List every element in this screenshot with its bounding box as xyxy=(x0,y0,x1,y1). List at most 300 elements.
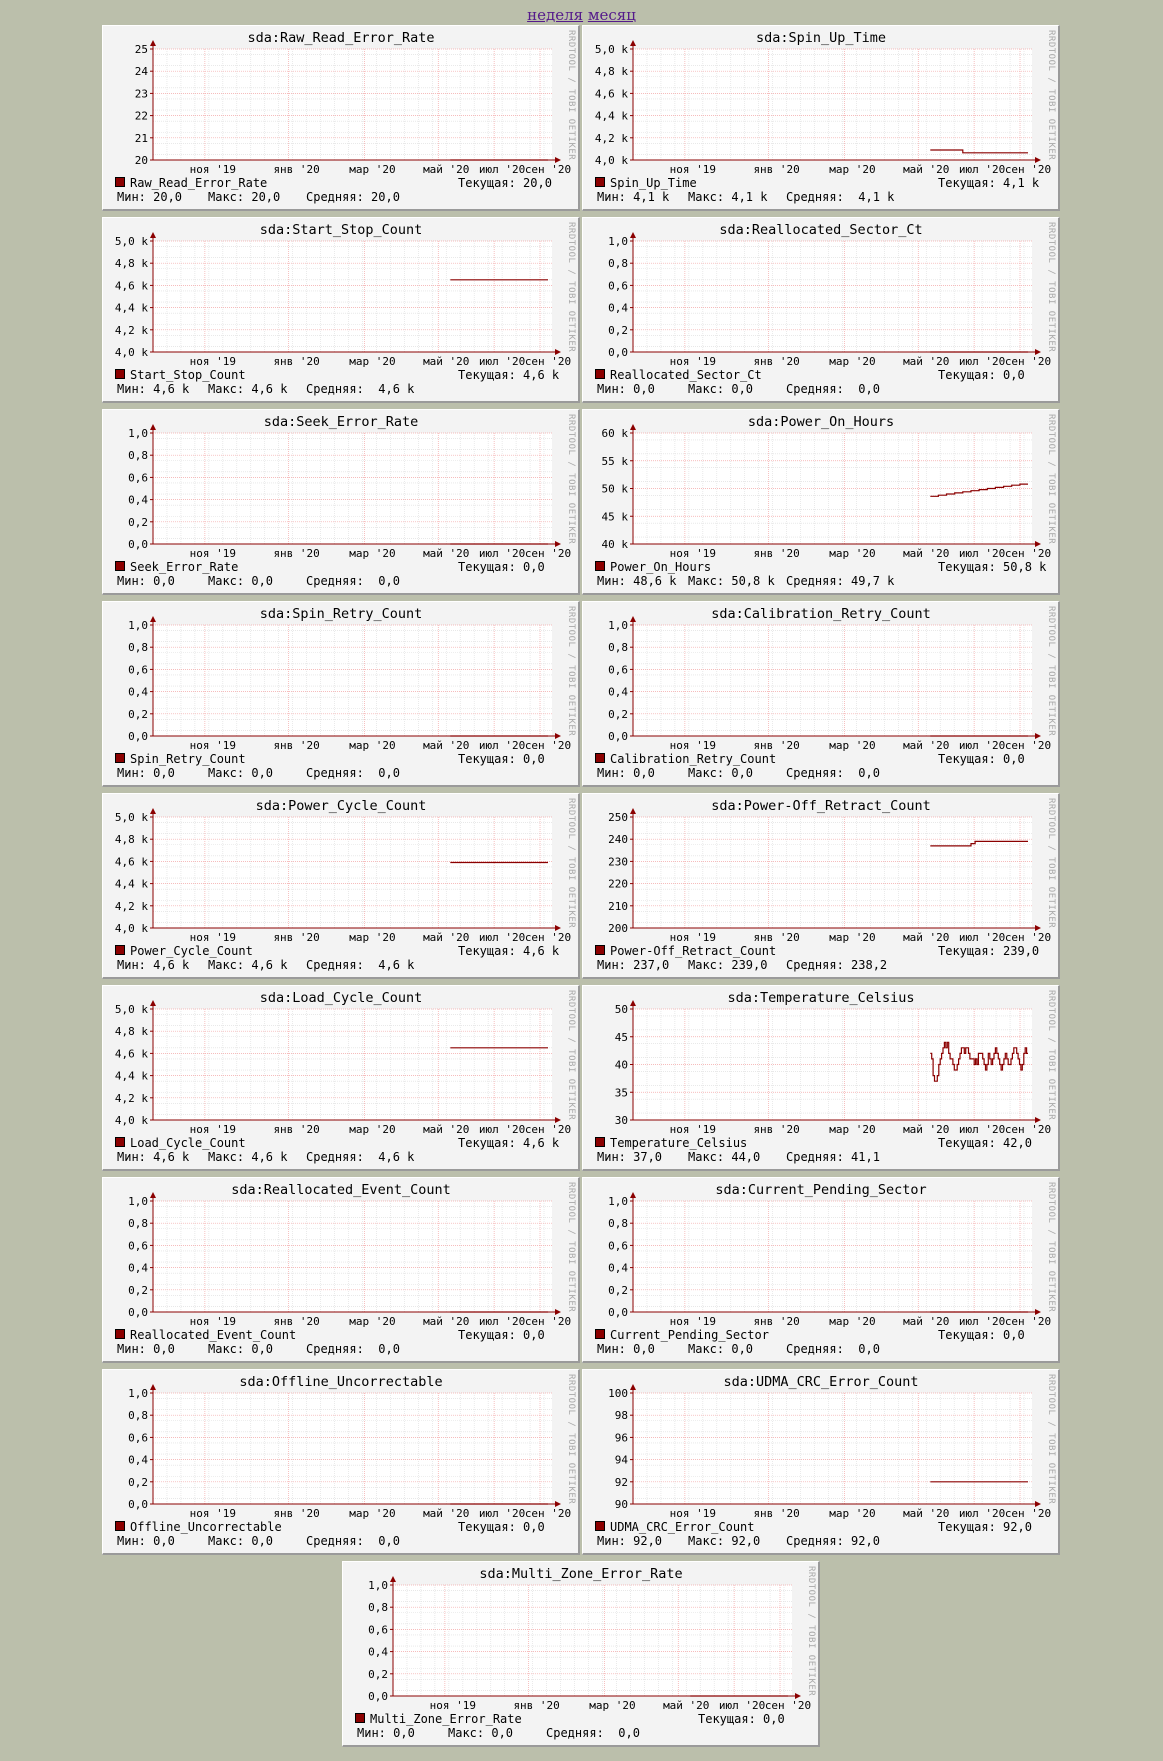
x-tick-label: ноя '19 xyxy=(429,1699,477,1712)
plot-area xyxy=(153,1201,552,1312)
chart-title: sda:Spin_Retry_Count xyxy=(259,606,423,622)
y-tick-label: 0,6 xyxy=(608,1239,628,1253)
y-tick-label: 0,8 xyxy=(128,1217,148,1231)
legend-series-name: Power_On_Hours xyxy=(610,560,712,574)
legend-swatch xyxy=(115,1137,125,1147)
x-tick-label: мар '20 xyxy=(829,355,876,368)
legend-min: Мин: 4,6 k xyxy=(117,958,190,972)
legend-current: Текущая: 42,0 xyxy=(938,1136,1032,1150)
chart-title: sda:Start_Stop_Count xyxy=(259,222,423,238)
legend-avg: Средняя: 0,0 xyxy=(306,1342,400,1356)
y-tick-label: 100 xyxy=(608,1387,628,1400)
legend-entry xyxy=(115,1328,296,1342)
legend-min: Мин: 20,0 xyxy=(117,190,183,204)
x-tick-label: мар '20 xyxy=(349,355,396,368)
legend-series-name: Calibration_Retry_Count xyxy=(610,752,777,766)
legend-min: Мин: 0,0 xyxy=(597,766,655,780)
chart-panel[interactable] xyxy=(342,1561,820,1747)
y-tick-label: 0,4 xyxy=(368,1645,388,1659)
y-tick-label: 45 xyxy=(614,1030,628,1044)
x-tick-label: сен '20 xyxy=(1004,1123,1052,1136)
x-tick-label: мар '20 xyxy=(829,739,876,752)
x-tick-label: ноя '19 xyxy=(189,547,237,560)
y-tick-label: 0,4 xyxy=(128,1453,148,1467)
x-tick-label: ноя '19 xyxy=(669,547,717,560)
x-tick-label: янв '20 xyxy=(273,163,320,176)
chart-title: sda:Calibration_Retry_Count xyxy=(711,606,931,622)
x-tick-label: сен '20 xyxy=(524,1123,572,1136)
legend-swatch xyxy=(115,1521,125,1531)
legend-avg: Средняя: 0,0 xyxy=(786,1342,880,1356)
x-tick-label: янв '20 xyxy=(753,355,800,368)
x-tick-label: июл '20 xyxy=(958,1507,1006,1520)
y-tick-label: 4,6 k xyxy=(594,87,628,101)
legend-min: Мин: 237,0 xyxy=(597,958,670,972)
x-tick-label: мар '20 xyxy=(349,1315,396,1328)
y-tick-label: 0,0 xyxy=(128,1498,148,1511)
y-tick-label: 0,6 xyxy=(128,663,148,677)
legend-swatch xyxy=(355,1713,365,1723)
x-tick-label: июл '20 xyxy=(478,1315,526,1328)
plot-area xyxy=(633,625,1032,736)
legend-current: Текущая: 4,6 k xyxy=(458,944,560,958)
legend-current: Текущая: 0,0 xyxy=(698,1712,785,1726)
y-tick-label: 1,0 xyxy=(608,235,628,248)
legend-max: Макс: 0,0 xyxy=(448,1726,514,1740)
rrdtool-watermark: RRDTOOL / TOBI OETIKER xyxy=(1046,606,1056,737)
chart-panel[interactable] xyxy=(102,217,580,403)
x-tick-label: янв '20 xyxy=(273,547,320,560)
y-tick-label: 220 xyxy=(608,877,628,891)
y-tick-label: 240 xyxy=(608,833,628,847)
y-tick-label: 0,2 xyxy=(368,1667,388,1681)
x-tick-label: сен '20 xyxy=(1004,739,1052,752)
y-tick-label: 40 k xyxy=(601,538,628,551)
legend-max: Макс: 0,0 xyxy=(208,766,274,780)
x-tick-label: май '20 xyxy=(423,739,470,752)
legend-current: Текущая: 0,0 xyxy=(938,368,1025,382)
legend-entry xyxy=(115,368,246,382)
plot-area xyxy=(633,241,1032,352)
legend-avg: Средняя: 41,1 xyxy=(786,1150,880,1164)
x-tick-label: янв '20 xyxy=(753,931,800,944)
y-tick-label: 0,4 xyxy=(608,1261,628,1275)
x-tick-label: июл '20 xyxy=(478,163,526,176)
x-tick-label: май '20 xyxy=(423,1315,470,1328)
legend-min: Мин: 0,0 xyxy=(117,1342,175,1356)
y-tick-label: 4,4 k xyxy=(114,1069,148,1083)
rrdtool-watermark: RRDTOOL / TOBI OETIKER xyxy=(806,1566,816,1697)
legend-avg: Средняя: 0,0 xyxy=(786,382,880,396)
rrdtool-watermark: RRDTOOL / TOBI OETIKER xyxy=(566,1374,576,1505)
legend-entry xyxy=(115,752,246,766)
y-tick-label: 200 xyxy=(608,922,628,935)
x-tick-label: ноя '19 xyxy=(669,1315,717,1328)
legend-min: Мин: 0,0 xyxy=(357,1726,415,1740)
y-tick-label: 0,4 xyxy=(128,685,148,699)
rrdtool-watermark: RRDTOOL / TOBI OETIKER xyxy=(566,798,576,929)
x-tick-label: янв '20 xyxy=(273,1315,320,1328)
y-tick-label: 0,2 xyxy=(128,515,148,529)
x-tick-label: май '20 xyxy=(663,1699,710,1712)
legend-series-name: Power-Off_Retract_Count xyxy=(610,944,777,958)
legend-min: Мин: 0,0 xyxy=(597,382,655,396)
legend-min: Мин: 0,0 xyxy=(117,574,175,588)
legend-min: Мин: 0,0 xyxy=(117,1534,175,1548)
legend-entry xyxy=(595,368,762,382)
x-tick-label: сен '20 xyxy=(1004,931,1052,944)
plot-area xyxy=(633,817,1032,928)
x-tick-label: ноя '19 xyxy=(189,931,237,944)
x-tick-label: июл '20 xyxy=(478,355,526,368)
x-tick-label: июл '20 xyxy=(478,739,526,752)
x-tick-label: ноя '19 xyxy=(189,355,237,368)
x-tick-label: ноя '19 xyxy=(189,1315,237,1328)
chart-panel[interactable] xyxy=(102,1177,580,1363)
legend-entry xyxy=(115,1520,282,1534)
legend-swatch xyxy=(115,561,125,571)
legend-avg: Средняя: 49,7 k xyxy=(786,574,895,588)
rrdtool-watermark: RRDTOOL / TOBI OETIKER xyxy=(1046,990,1056,1121)
legend-avg: Средняя: 20,0 xyxy=(306,190,400,204)
x-tick-label: мар '20 xyxy=(349,163,396,176)
rrdtool-watermark: RRDTOOL / TOBI OETIKER xyxy=(1046,414,1056,545)
x-tick-label: янв '20 xyxy=(273,1507,320,1520)
y-tick-label: 0,0 xyxy=(368,1690,388,1703)
legend-max: Макс: 0,0 xyxy=(688,766,754,780)
y-tick-label: 4,6 k xyxy=(114,855,148,869)
rrdtool-watermark: RRDTOOL / TOBI OETIKER xyxy=(566,606,576,737)
x-tick-label: июл '20 xyxy=(958,355,1006,368)
x-tick-label: янв '20 xyxy=(753,547,800,560)
chart-panel[interactable] xyxy=(102,409,580,595)
chart-title: sda:Temperature_Celsius xyxy=(727,990,915,1006)
legend-series-name: UDMA_CRC_Error_Count xyxy=(610,1520,755,1534)
y-tick-label: 60 k xyxy=(601,427,628,440)
y-tick-label: 0,2 xyxy=(608,323,628,337)
y-tick-label: 4,8 k xyxy=(114,257,148,271)
chart-title: sda:Power-Off_Retract_Count xyxy=(711,798,931,814)
plot-area xyxy=(633,1393,1032,1504)
plot-area xyxy=(153,49,552,160)
x-tick-label: янв '20 xyxy=(753,163,800,176)
legend-max: Макс: 4,6 k xyxy=(208,958,288,972)
chart-panel[interactable] xyxy=(582,985,1060,1171)
y-tick-label: 0,6 xyxy=(368,1623,388,1637)
chart-title: sda:Offline_Uncorrectable xyxy=(239,1374,443,1390)
legend-avg: Средняя: 92,0 xyxy=(786,1534,880,1548)
x-tick-label: май '20 xyxy=(903,163,950,176)
legend-series-name: Power_Cycle_Count xyxy=(130,944,253,958)
legend-entry xyxy=(115,176,267,190)
legend-current: Текущая: 92,0 xyxy=(938,1520,1032,1534)
y-tick-label: 1,0 xyxy=(128,427,148,440)
y-tick-label: 4,4 k xyxy=(114,301,148,315)
week-link[interactable]: неделя xyxy=(527,6,584,24)
chart-panel[interactable] xyxy=(102,793,580,979)
x-tick-label: май '20 xyxy=(423,1507,470,1520)
x-tick-label: сен '20 xyxy=(764,1699,812,1712)
x-tick-label: май '20 xyxy=(903,931,950,944)
chart-title: sda:Reallocated_Event_Count xyxy=(231,1182,451,1198)
y-tick-label: 4,8 k xyxy=(114,833,148,847)
legend-current: Текущая: 50,8 k xyxy=(938,560,1047,574)
x-tick-label: май '20 xyxy=(423,163,470,176)
x-tick-label: июл '20 xyxy=(478,931,526,944)
y-tick-label: 4,4 k xyxy=(594,109,628,123)
legend-avg: Средняя: 0,0 xyxy=(786,766,880,780)
legend-min: Мин: 0,0 xyxy=(597,1342,655,1356)
chart-panel[interactable] xyxy=(582,217,1060,403)
rrdtool-watermark: RRDTOOL / TOBI OETIKER xyxy=(566,222,576,353)
y-tick-label: 4,2 k xyxy=(114,1091,148,1105)
x-tick-label: ноя '19 xyxy=(669,355,717,368)
x-tick-label: сен '20 xyxy=(524,1315,572,1328)
x-tick-label: янв '20 xyxy=(753,1315,800,1328)
legend-swatch xyxy=(115,177,125,187)
chart-panel[interactable] xyxy=(582,1369,1060,1555)
legend-swatch xyxy=(595,177,605,187)
legend-max: Макс: 0,0 xyxy=(688,382,754,396)
plot-area xyxy=(153,817,552,928)
x-tick-label: янв '20 xyxy=(273,1123,320,1136)
y-tick-label: 0,6 xyxy=(128,1431,148,1445)
y-tick-label: 0,4 xyxy=(608,301,628,315)
x-tick-label: май '20 xyxy=(903,355,950,368)
y-tick-label: 25 xyxy=(134,43,148,56)
y-tick-label: 98 xyxy=(614,1409,628,1423)
legend-current: Текущая: 0,0 xyxy=(458,1520,545,1534)
legend-series-name: Load_Cycle_Count xyxy=(130,1136,246,1150)
legend-current: Текущая: 4,1 k xyxy=(938,176,1040,190)
y-tick-label: 0,6 xyxy=(608,279,628,293)
y-tick-label: 0,8 xyxy=(608,257,628,271)
x-tick-label: сен '20 xyxy=(524,1507,572,1520)
x-tick-label: июл '20 xyxy=(478,1507,526,1520)
y-tick-label: 50 xyxy=(614,1003,628,1016)
legend-min: Мин: 37,0 xyxy=(597,1150,663,1164)
y-tick-label: 0,8 xyxy=(128,1409,148,1423)
x-tick-label: сен '20 xyxy=(1004,547,1052,560)
legend-current: Текущая: 239,0 xyxy=(938,944,1040,958)
legend-current: Текущая: 0,0 xyxy=(458,1328,545,1342)
chart-panel[interactable] xyxy=(582,25,1060,211)
legend-series-name: Offline_Uncorrectable xyxy=(130,1520,282,1534)
chart-panel[interactable] xyxy=(102,985,580,1171)
legend-swatch xyxy=(115,369,125,379)
x-tick-label: сен '20 xyxy=(1004,1315,1052,1328)
y-tick-label: 4,0 k xyxy=(114,1114,148,1127)
chart-panel[interactable] xyxy=(582,793,1060,979)
x-tick-label: ноя '19 xyxy=(189,1507,237,1520)
x-tick-label: май '20 xyxy=(903,547,950,560)
y-tick-label: 1,0 xyxy=(368,1579,388,1592)
y-tick-label: 92 xyxy=(614,1475,628,1489)
chart-title: sda:Seek_Error_Rate xyxy=(263,414,419,430)
y-tick-label: 4,8 k xyxy=(114,1025,148,1039)
rrdtool-watermark: RRDTOOL / TOBI OETIKER xyxy=(566,414,576,545)
x-tick-label: май '20 xyxy=(903,1123,950,1136)
y-tick-label: 0,0 xyxy=(608,730,628,743)
legend-series-name: Spin_Up_Time xyxy=(610,176,697,190)
x-tick-label: май '20 xyxy=(903,739,950,752)
x-tick-label: июл '20 xyxy=(478,547,526,560)
legend-avg: Средняя: 0,0 xyxy=(546,1726,640,1740)
legend-swatch xyxy=(115,945,125,955)
y-tick-label: 0,8 xyxy=(128,449,148,463)
y-tick-label: 45 k xyxy=(601,510,628,524)
x-tick-label: мар '20 xyxy=(349,1123,396,1136)
x-tick-label: янв '20 xyxy=(753,739,800,752)
legend-swatch xyxy=(115,1329,125,1339)
legend-series-name: Temperature_Celsius xyxy=(610,1136,748,1150)
rrdtool-watermark: RRDTOOL / TOBI OETIKER xyxy=(566,1182,576,1313)
legend-entry xyxy=(595,176,697,190)
legend-max: Макс: 4,6 k xyxy=(208,382,288,396)
legend-swatch xyxy=(595,561,605,571)
legend-entry xyxy=(355,1712,522,1726)
y-tick-label: 0,0 xyxy=(608,346,628,359)
y-tick-label: 5,0 k xyxy=(594,43,628,56)
x-tick-label: мар '20 xyxy=(829,163,876,176)
plot-area xyxy=(633,49,1032,160)
x-tick-label: мар '20 xyxy=(589,1699,636,1712)
x-tick-label: май '20 xyxy=(423,1123,470,1136)
x-tick-label: ноя '19 xyxy=(669,1507,717,1520)
legend-swatch xyxy=(595,1329,605,1339)
x-tick-label: ноя '19 xyxy=(669,931,717,944)
legend-avg: Средняя: 4,6 k xyxy=(306,382,415,396)
y-tick-label: 4,6 k xyxy=(114,1047,148,1061)
y-tick-label: 5,0 k xyxy=(114,811,148,824)
plot-area xyxy=(153,1009,552,1120)
plot-area xyxy=(153,433,552,544)
legend-max: Макс: 20,0 xyxy=(208,190,281,204)
y-tick-label: 1,0 xyxy=(128,1195,148,1208)
legend-min: Мин: 4,6 k xyxy=(117,1150,190,1164)
x-tick-label: ноя '19 xyxy=(669,1123,717,1136)
x-tick-label: ноя '19 xyxy=(189,1123,237,1136)
x-tick-label: июл '20 xyxy=(718,1699,766,1712)
y-tick-label: 55 k xyxy=(601,454,628,468)
y-tick-label: 0,6 xyxy=(608,663,628,677)
y-tick-label: 250 xyxy=(608,811,628,824)
y-tick-label: 20 xyxy=(134,154,148,167)
x-tick-label: мар '20 xyxy=(829,1123,876,1136)
month-link[interactable]: месяц xyxy=(587,6,636,24)
legend-max: Макс: 4,1 k xyxy=(688,190,768,204)
y-tick-label: 4,8 k xyxy=(594,65,628,79)
chart-panel[interactable] xyxy=(102,25,580,211)
legend-max: Макс: 92,0 xyxy=(688,1534,761,1548)
plot-area xyxy=(633,1201,1032,1312)
x-tick-label: май '20 xyxy=(423,547,470,560)
legend-avg: Средняя: 4,6 k xyxy=(306,958,415,972)
rrdtool-watermark: RRDTOOL / TOBI OETIKER xyxy=(566,30,576,161)
y-tick-label: 4,2 k xyxy=(114,323,148,337)
x-tick-label: мар '20 xyxy=(349,739,396,752)
legend-series-name: Spin_Retry_Count xyxy=(130,752,246,766)
y-tick-label: 4,2 k xyxy=(114,899,148,913)
legend-series-name: Reallocated_Event_Count xyxy=(130,1328,297,1342)
x-tick-label: мар '20 xyxy=(349,1507,396,1520)
chart-panel[interactable] xyxy=(582,1177,1060,1363)
x-tick-label: ноя '19 xyxy=(669,163,717,176)
legend-swatch xyxy=(595,945,605,955)
chart-panel[interactable] xyxy=(582,601,1060,787)
x-tick-label: июл '20 xyxy=(958,547,1006,560)
y-tick-label: 0,6 xyxy=(128,471,148,485)
legend-avg: Средняя: 0,0 xyxy=(306,1534,400,1548)
legend-min: Мин: 4,1 k xyxy=(597,190,670,204)
chart-panel[interactable] xyxy=(102,1369,580,1555)
legend-current: Текущая: 4,6 k xyxy=(458,1136,560,1150)
legend-series-name: Current_Pending_Sector xyxy=(610,1328,769,1342)
legend-max: Макс: 0,0 xyxy=(208,574,274,588)
y-tick-label: 24 xyxy=(134,65,148,79)
x-tick-label: июл '20 xyxy=(958,163,1006,176)
chart-title: sda:Multi_Zone_Error_Rate xyxy=(479,1566,683,1582)
y-tick-label: 0,0 xyxy=(128,538,148,551)
x-tick-label: июл '20 xyxy=(958,1123,1006,1136)
legend-entry xyxy=(595,1520,755,1534)
y-tick-label: 0,2 xyxy=(608,1283,628,1297)
legend-min: Мин: 4,6 k xyxy=(117,382,190,396)
plot-area xyxy=(633,1009,1032,1120)
legend-min: Мин: 48,6 k xyxy=(597,574,677,588)
legend-series-name: Start_Stop_Count xyxy=(130,368,246,382)
rrdtool-watermark: RRDTOOL / TOBI OETIKER xyxy=(1046,1374,1056,1505)
y-tick-label: 0,4 xyxy=(128,1261,148,1275)
legend-series-name: Multi_Zone_Error_Rate xyxy=(370,1712,522,1726)
y-tick-label: 0,8 xyxy=(128,641,148,655)
legend-swatch xyxy=(595,1137,605,1147)
legend-entry xyxy=(595,560,711,574)
legend-entry xyxy=(595,944,776,958)
y-tick-label: 4,0 k xyxy=(594,154,628,167)
y-tick-label: 5,0 k xyxy=(114,1003,148,1016)
y-tick-label: 0,6 xyxy=(128,1239,148,1253)
y-tick-label: 0,2 xyxy=(128,1283,148,1297)
y-tick-label: 0,0 xyxy=(128,1306,148,1319)
legend-entry xyxy=(595,1328,769,1342)
y-tick-label: 35 xyxy=(614,1086,628,1100)
chart-panel[interactable] xyxy=(102,601,580,787)
x-tick-label: мар '20 xyxy=(829,547,876,560)
x-tick-label: янв '20 xyxy=(273,355,320,368)
x-tick-label: ноя '19 xyxy=(189,739,237,752)
x-tick-label: сен '20 xyxy=(1004,163,1052,176)
y-tick-label: 0,0 xyxy=(128,730,148,743)
legend-swatch xyxy=(595,1521,605,1531)
y-tick-label: 210 xyxy=(608,899,628,913)
x-tick-label: май '20 xyxy=(903,1507,950,1520)
legend-current: Текущая: 0,0 xyxy=(458,752,545,766)
rrdtool-watermark: RRDTOOL / TOBI OETIKER xyxy=(1046,1182,1056,1313)
y-tick-label: 5,0 k xyxy=(114,235,148,248)
chart-panel[interactable] xyxy=(582,409,1060,595)
legend-max: Макс: 0,0 xyxy=(688,1342,754,1356)
legend-max: Макс: 4,6 k xyxy=(208,1150,288,1164)
y-tick-label: 4,2 k xyxy=(594,131,628,145)
plot-area xyxy=(153,625,552,736)
y-tick-label: 0,4 xyxy=(608,685,628,699)
x-tick-label: янв '20 xyxy=(753,1507,800,1520)
y-tick-label: 4,0 k xyxy=(114,346,148,359)
y-tick-label: 94 xyxy=(614,1453,628,1467)
x-tick-label: сен '20 xyxy=(524,739,572,752)
legend-current: Текущая: 0,0 xyxy=(938,1328,1025,1342)
